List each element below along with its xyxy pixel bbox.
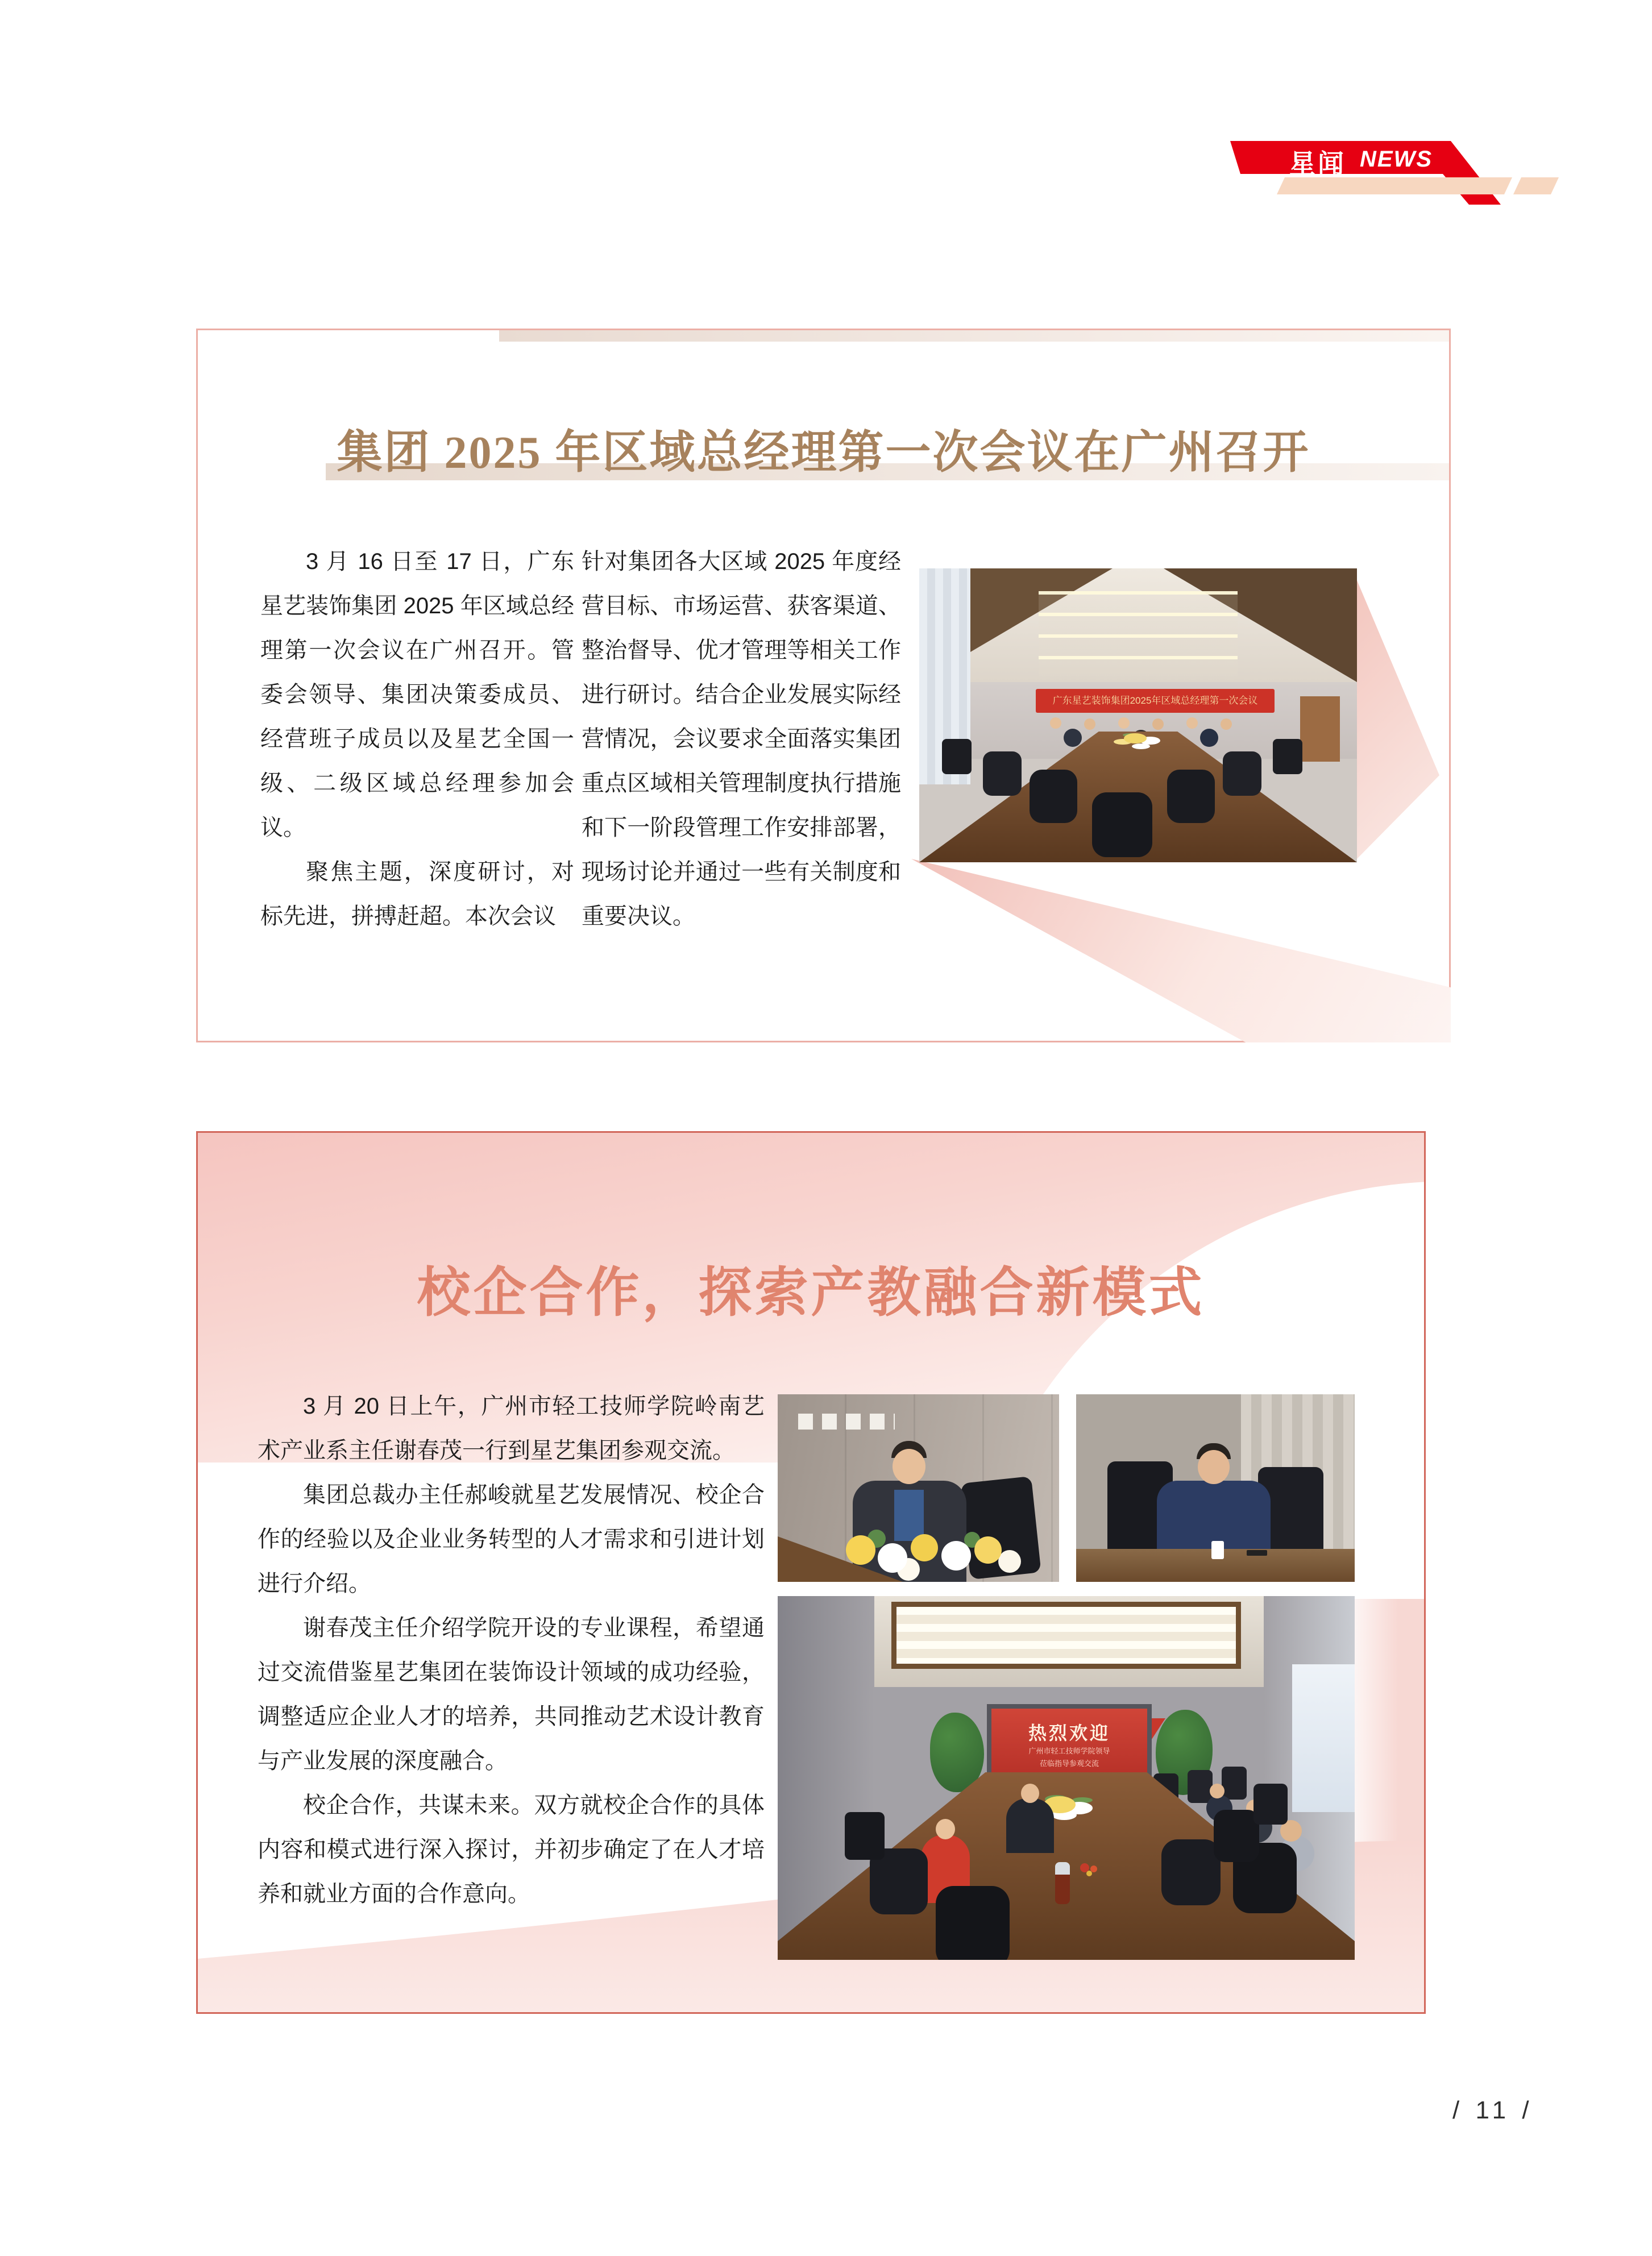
photoC-empty-chairs-row xyxy=(1222,1767,1247,1800)
article1-title: 集团 2025 年区域总经理第一次会议在广州召开 xyxy=(337,428,1310,478)
photo1-table-flowers xyxy=(1124,733,1147,743)
photo1-chairs-right xyxy=(1273,739,1302,774)
photoC-fruit xyxy=(1080,1863,1089,1872)
photo1-chairs-left xyxy=(942,739,972,774)
photoC-people-right xyxy=(1210,1784,1225,1798)
photoC-screen-line1: 热烈欢迎 xyxy=(1028,1723,1110,1743)
photoC-screen-line2: 广州市轻工技师学院领导 xyxy=(1028,1747,1110,1755)
photoC-ceiling-recess xyxy=(891,1602,1241,1669)
article2-title: 校企合作，探索产教融合新模式 xyxy=(417,1262,1205,1322)
photo1-red-banner: 广东星艺装饰集团2025年区域总经理第一次会议 xyxy=(1036,689,1275,713)
photo-visitor-xiechunmao xyxy=(778,1394,1059,1582)
article2-paragraph: 谢春茂主任介绍学院开设的专业课程，希望通过交流借鉴星艺集团在装饰设计领域的成功经验，调整适应企业人才的培养，共同推动艺术设计教育与产业发展的深度融合。 xyxy=(258,1615,765,1773)
badge-title-cn: 星闻 xyxy=(1289,149,1346,178)
photo-conference-meeting xyxy=(919,568,1357,862)
photoA-flowers xyxy=(846,1535,875,1565)
article1-column-2 xyxy=(582,539,901,938)
photoC-chairs-right xyxy=(1253,1784,1288,1825)
article1-paragraph-2-continued: 针对集团各大区域 2025 年度经营目标、市场运营、获客渠道、整治督导、优才管理等相关工作进行研讨。结合企业发展实际经营情况，会议要求全面落实集团重点区域相关管理制度执行措施和下一阶段管理工作安排部署，现场讨论并通过一些有关制度和重要决议。 xyxy=(582,549,901,929)
article1-paragraph-1: 3 月 16 日至 17 日，广东星艺装饰集团 2025 年区域总经理第一次会议在广州召开。管委会领导、集团决策委成员、经营班子成员以及星艺全国一级、二级区域总经理参加会议。 xyxy=(260,549,574,840)
article1-paragraph-2-start: 聚焦主题，深度研讨，对标先进，拼搏赶超。本次会议 xyxy=(260,859,574,929)
news-badge xyxy=(1217,136,1569,216)
photoC-person-red-head xyxy=(936,1819,955,1839)
photoA-person-head xyxy=(893,1449,925,1484)
photo-host-haojun xyxy=(1076,1394,1355,1582)
photo1-door xyxy=(1300,696,1340,762)
photoB-cup xyxy=(1211,1541,1224,1559)
article2-paragraph: 3 月 20 日上午，广州市轻工技师学院岭南艺术产业系主任谢春茂一行到星艺集团参观交流。 xyxy=(258,1394,765,1463)
photo1-attendees xyxy=(1050,717,1061,729)
photoA-wall-frames xyxy=(798,1414,895,1430)
photoA-person-shirt xyxy=(894,1490,924,1541)
decor-pink-shard xyxy=(1357,580,1439,859)
article2-paragraph: 集团总裁办主任郝峻就星艺发展情况、校企合作的经验以及企业业务转型的人才需求和引进计划进行介绍。 xyxy=(258,1482,765,1596)
news-badge-shadow-chip xyxy=(1513,177,1559,194)
photoC-bottle xyxy=(1055,1862,1070,1904)
badge-title-en: NEWS xyxy=(1360,147,1433,172)
article1-top-strip xyxy=(499,330,1449,342)
article1-card xyxy=(196,329,1451,1042)
photoC-window xyxy=(1292,1664,1355,1812)
page-number: / 11 / xyxy=(1452,2096,1534,2124)
photo-exchange-meeting-room xyxy=(778,1596,1355,1960)
photoC-person-suit xyxy=(1006,1798,1054,1853)
photoB-phone xyxy=(1247,1550,1267,1556)
article2-card xyxy=(196,1131,1426,2014)
decor-pink-wedge xyxy=(911,859,1451,1042)
photoC-person-suit-head xyxy=(1021,1784,1039,1803)
photoC-screen-line3: 莅临指导参观交流 xyxy=(1039,1759,1099,1768)
photoA-chair xyxy=(960,1476,1041,1580)
article1-column-1 xyxy=(260,539,574,938)
photo1-ceiling-lights xyxy=(1039,591,1238,676)
photoB-person-head xyxy=(1198,1450,1230,1484)
article2-body xyxy=(258,1384,765,1916)
photoC-chairs-left xyxy=(845,1812,885,1860)
article2-paragraph: 校企合作，共谋未来。双方就校企合作的具体内容和模式进行深入探讨，并初步确定了在人才培养和就业方面的合作意向。 xyxy=(258,1793,765,1906)
photoC-person-red xyxy=(921,1835,970,1903)
